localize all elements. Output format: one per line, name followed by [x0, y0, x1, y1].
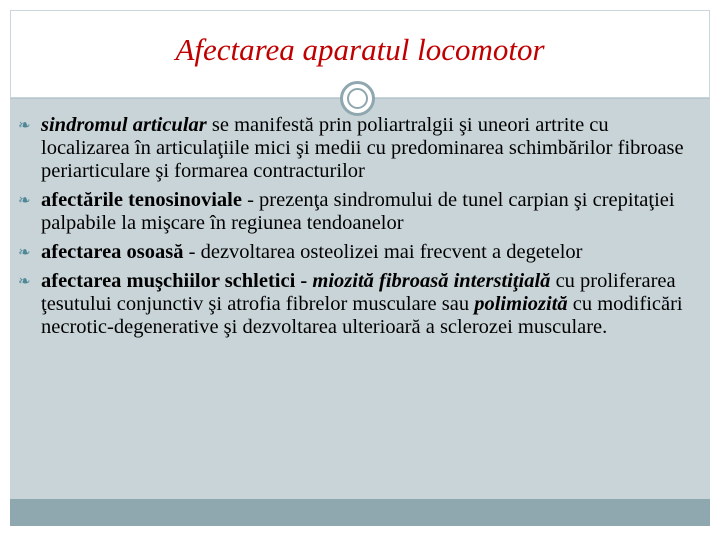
list-item-tenosinoviale [18, 189, 700, 235]
item-term: afectarea muşchiilor schletici [41, 270, 296, 292]
item-term: sindromul articular [41, 114, 207, 136]
slide-title: Afectarea aparatul locomotor [175, 32, 545, 67]
ornamental-bullet-icon: ❧ [18, 274, 31, 290]
item-text: - dezvoltarea osteolizei mai frecvent a degetelor [183, 241, 583, 263]
list-item-afectarea-osoasa [18, 241, 700, 264]
item-text: se manifestă prin poliartralgii şi uneori artrite cu localizarea în articulaţiile mici şi medii cu predominarea schimbărilor fibroase periarticulare şi formarea contracturilor [41, 114, 684, 182]
bottom-bar [10, 499, 710, 526]
circle-ornament-icon [340, 81, 375, 116]
item-text: - prezenţa sindromului de tunel carpian şi crepitaţiei palpabile la mişcare în regiunea tendoanelor [41, 189, 675, 234]
list-item-sindromul-articular [18, 114, 700, 183]
item-emphasis: polimiozită [474, 293, 568, 315]
item-text: cu proliferarea ţesutului conjunctiv şi atrofia fibrelor musculare sau [41, 270, 676, 315]
ornamental-bullet-icon: ❧ [18, 118, 31, 134]
item-emphasis: miozită fibroasă interstiţială [312, 270, 551, 292]
item-term: afectările tenosinoviale [41, 189, 242, 211]
ornamental-bullet-icon: ❧ [18, 245, 31, 261]
ornamental-bullet-icon: ❧ [18, 193, 31, 209]
bullet-list [18, 114, 700, 345]
item-separator: - [295, 270, 313, 292]
list-item-muschi-scheletici [18, 270, 700, 339]
item-term: afectarea osoasă [41, 241, 184, 263]
item-text: cu modificări necrotic-degenerative şi dezvoltarea ulterioară a sclerozei musculare. [41, 293, 683, 338]
